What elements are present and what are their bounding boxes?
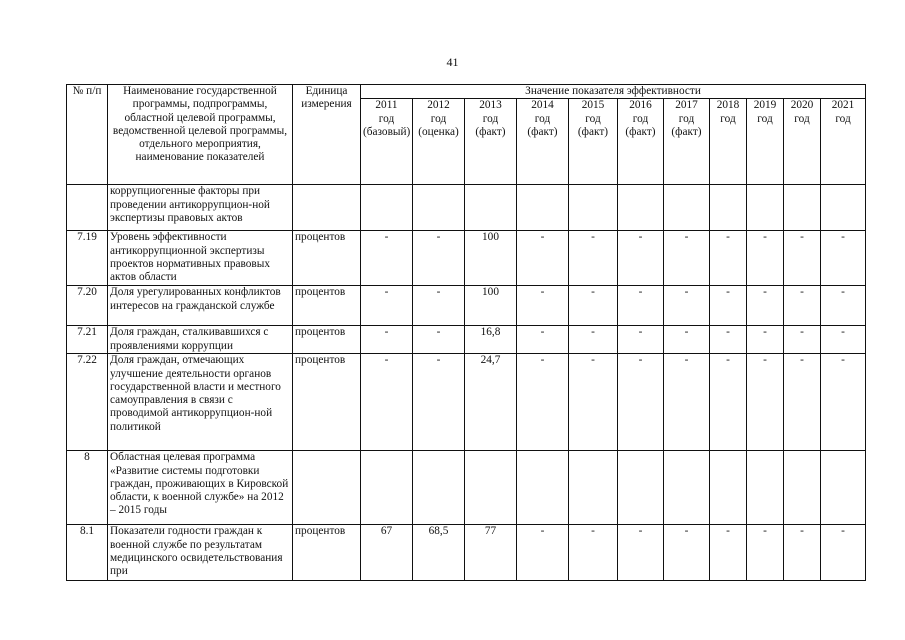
unit-of-measure: процентов [293, 286, 361, 326]
row-number: 8.1 [67, 525, 108, 581]
value-2013: 16,8 [465, 326, 517, 354]
row-number: 7.19 [67, 231, 108, 286]
header-year-kind: год (факт) [527, 112, 558, 138]
value-2011: - [361, 354, 413, 451]
value-2011: - [361, 231, 413, 286]
value-2011 [361, 185, 413, 231]
value-2021: - [821, 231, 866, 286]
value-2018: - [710, 354, 747, 451]
page-number: 41 [446, 55, 459, 69]
header-year-label: 2017 [675, 99, 698, 112]
unit-of-measure: процентов [293, 354, 361, 451]
header-year-kind: год [794, 112, 810, 125]
unit-of-measure: процентов [293, 326, 361, 354]
value-2016: - [618, 525, 664, 581]
value-2019: - [747, 286, 784, 326]
value-2012: - [413, 231, 465, 286]
value-2016: - [618, 286, 664, 326]
header-year-label: 2018 [716, 99, 740, 112]
indicator-name: Областная целевая программа «Развитие системы подготовки граждан, проживающих в Кировской области, к военной службе» на 2012 – 2015 годы [108, 451, 293, 525]
value-2013 [465, 185, 517, 231]
row-number: 7.20 [67, 286, 108, 326]
value-2017 [664, 451, 710, 525]
header-year-2018 [710, 99, 747, 185]
header-year-kind: год (факт) [577, 112, 609, 138]
value-2012 [413, 185, 465, 231]
header-year-label: 2012 [427, 99, 450, 112]
value-2012: - [413, 326, 465, 354]
value-2021 [821, 185, 866, 231]
header-year-2021 [821, 99, 866, 185]
header-year-label: 2014 [531, 99, 554, 112]
value-2011: - [361, 326, 413, 354]
value-2020: - [784, 354, 821, 451]
value-2020 [784, 451, 821, 525]
row-number: 7.22 [67, 354, 108, 451]
value-2011: - [361, 286, 413, 326]
value-2014: - [517, 286, 569, 326]
unit-of-measure: процентов [293, 231, 361, 286]
table-row [67, 354, 866, 451]
value-2016 [618, 185, 664, 231]
value-2011 [361, 451, 413, 525]
value-2011: 67 [361, 525, 413, 581]
header-year-2012 [413, 99, 465, 185]
unit-of-measure [293, 451, 361, 525]
indicator-name: Доля урегулированных конфликтов интересов на гражданской службе [108, 286, 293, 326]
header-year-kind: год (факт) [671, 112, 702, 138]
indicator-name: Показатели годности граждан к военной службе по результатам медицинского освидетельствования при [108, 525, 293, 581]
value-2018: - [710, 286, 747, 326]
value-2020: - [784, 231, 821, 286]
header-year-kind: год [835, 112, 851, 125]
value-2013: 77 [465, 525, 517, 581]
table-row [67, 525, 866, 581]
value-2016: - [618, 326, 664, 354]
value-2018: - [710, 326, 747, 354]
value-2019: - [747, 354, 784, 451]
value-2014 [517, 451, 569, 525]
header-year-2013 [465, 99, 517, 185]
value-2015: - [569, 525, 618, 581]
indicator-name: коррупциогенные факторы при проведении антикоррупцион-ной экспертизы правовых актов [108, 185, 293, 231]
table-header [67, 85, 866, 185]
value-2016 [618, 451, 664, 525]
value-2015: - [569, 326, 618, 354]
value-2019: - [747, 525, 784, 581]
row-number [67, 185, 108, 231]
value-2017: - [664, 354, 710, 451]
value-2020: - [784, 326, 821, 354]
value-2013 [465, 451, 517, 525]
value-2016: - [618, 354, 664, 451]
table-row [67, 231, 866, 286]
value-2012: - [413, 354, 465, 451]
header-year-label: 2015 [581, 99, 605, 112]
value-2014: - [517, 231, 569, 286]
header-year-kind: год [720, 112, 736, 125]
value-2020: - [784, 525, 821, 581]
header-year-kind: год (базовый) [363, 112, 411, 138]
header-year-2020 [784, 99, 821, 185]
indicator-name: Уровень эффективности антикоррупционной экспертизы проектов нормативных правовых актов области [108, 231, 293, 286]
value-2016: - [618, 231, 664, 286]
value-2018 [710, 185, 747, 231]
value-2019 [747, 185, 784, 231]
header-num: № п/п [67, 85, 108, 185]
header-year-label: 2019 [753, 99, 777, 112]
value-2012: - [413, 286, 465, 326]
value-2014: - [517, 525, 569, 581]
table-row [67, 326, 866, 354]
header-year-label: 2021 [831, 99, 855, 112]
table-row [67, 286, 866, 326]
value-2015: - [569, 231, 618, 286]
unit-of-measure [293, 185, 361, 231]
efficiency-indicators-table [66, 84, 866, 581]
value-2021 [821, 451, 866, 525]
value-2021: - [821, 354, 866, 451]
value-2012 [413, 451, 465, 525]
header-year-kind: год (факт) [475, 112, 506, 138]
value-2017: - [664, 326, 710, 354]
value-2017: - [664, 525, 710, 581]
header-year-kind: год (оценка) [418, 112, 459, 138]
indicator-name: Доля граждан, сталкивавшихся с проявлениями коррупции [108, 326, 293, 354]
value-2012: 68,5 [413, 525, 465, 581]
value-2017: - [664, 231, 710, 286]
value-2020 [784, 185, 821, 231]
header-year-label: 2016 [629, 99, 652, 112]
table-row [67, 185, 866, 231]
indicator-name: Доля граждан, отмечающих улучшение деятельности органов государственной власти и местного самоуправления в связи с проводимой антикоррупцион-ной политикой [108, 354, 293, 451]
value-2013: 24,7 [465, 354, 517, 451]
value-2018: - [710, 231, 747, 286]
value-2021: - [821, 286, 866, 326]
value-2021: - [821, 326, 866, 354]
row-number: 8 [67, 451, 108, 525]
value-2017 [664, 185, 710, 231]
value-2013: 100 [465, 286, 517, 326]
value-2014: - [517, 326, 569, 354]
header-year-2019 [747, 99, 784, 185]
header-year-2011 [361, 99, 413, 185]
value-2020: - [784, 286, 821, 326]
value-2015: - [569, 286, 618, 326]
header-unit: Единица измерения [293, 85, 361, 185]
value-2019: - [747, 231, 784, 286]
header-year-2016 [618, 99, 664, 185]
row-number: 7.21 [67, 326, 108, 354]
table-row [67, 451, 866, 525]
unit-of-measure: процентов [293, 525, 361, 581]
value-2019 [747, 451, 784, 525]
header-year-2017 [664, 99, 710, 185]
value-2018 [710, 451, 747, 525]
header-year-kind: год (факт) [625, 112, 656, 138]
value-2015 [569, 185, 618, 231]
header-year-label: 2013 [479, 99, 502, 112]
header-name: Наименование государственной программы, подпрограммы, областной целевой программы, ведомственной целевой программы, отдельного мероприятия, наименование показателей [108, 85, 293, 185]
header-year-label: 2011 [375, 99, 398, 112]
header-values-group: Значение показателя эффективности [361, 85, 866, 99]
header-year-label: 2020 [790, 99, 814, 112]
header-year-2014 [517, 99, 569, 185]
header-year-2015 [569, 99, 618, 185]
value-2014 [517, 185, 569, 231]
value-2019: - [747, 326, 784, 354]
value-2017: - [664, 286, 710, 326]
header-year-kind: год [757, 112, 773, 125]
value-2015 [569, 451, 618, 525]
value-2018: - [710, 525, 747, 581]
value-2015: - [569, 354, 618, 451]
value-2021: - [821, 525, 866, 581]
table-body [67, 185, 866, 581]
value-2014: - [517, 354, 569, 451]
value-2013: 100 [465, 231, 517, 286]
